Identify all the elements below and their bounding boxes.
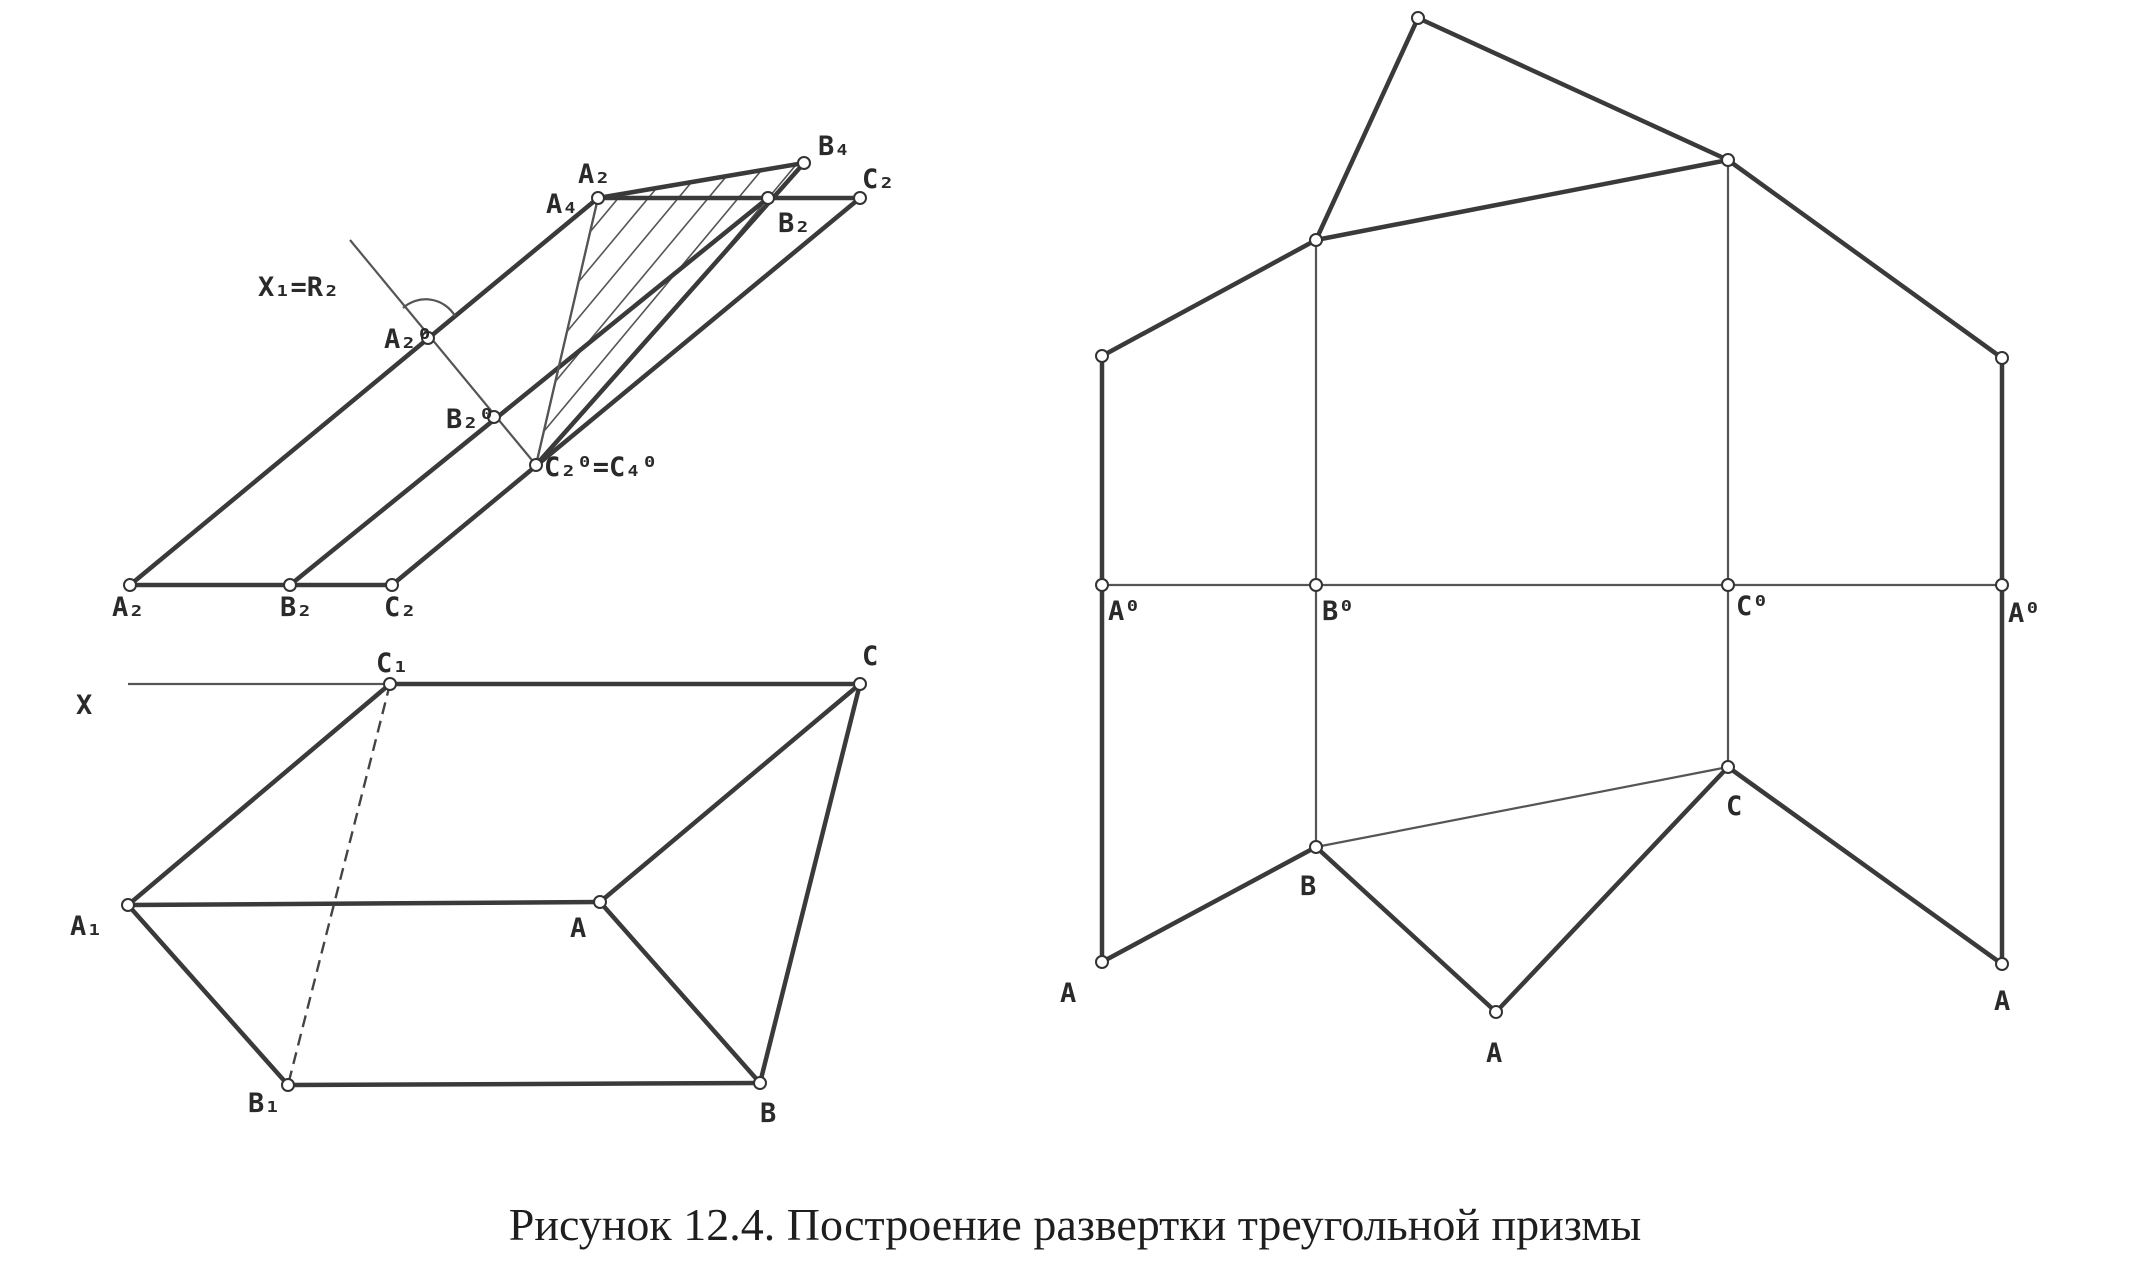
edge-b1-b: [288, 1083, 760, 1085]
dev-label-a-right: A: [1994, 986, 2011, 1017]
bottom-tri-side-1: [1316, 847, 1496, 1012]
dev-label-a0-right: A⁰: [2008, 598, 2041, 629]
label-b2-0: B₂⁰: [446, 404, 495, 435]
label-c1: C₁: [376, 648, 409, 679]
dev-vertex-a-left: [1096, 956, 1108, 968]
label-b: B: [760, 1098, 777, 1129]
dev-label-a0-left: A⁰: [1108, 596, 1141, 627]
prism-development: [1060, 12, 2041, 1069]
vertex-b2-top: [762, 192, 774, 204]
label-b2-bottom: B₂: [280, 592, 313, 623]
upper-edge-right: [1728, 160, 2002, 358]
vertex-a1: [122, 899, 134, 911]
dev-vertex-a0-right: [1996, 579, 2008, 591]
dev-vertex-b0: [1310, 579, 1322, 591]
dev-vertex-a-right: [1996, 958, 2008, 970]
dev-vertex-top-b: [1310, 234, 1322, 246]
dev-vertex-b: [1310, 841, 1322, 853]
edge-c-b: [760, 684, 860, 1083]
label-x-axis: X: [76, 690, 93, 721]
dev-vertex-top-a-left: [1096, 350, 1108, 362]
label-a2-0: A₂⁰: [384, 324, 433, 355]
label-c2-0-c4-0: C₂⁰=C₄⁰: [544, 452, 658, 483]
figure-caption: Рисунок 12.4. Построение развертки треугольной призмы: [508, 1199, 1642, 1250]
vertex-a2-bottom: [124, 579, 136, 591]
label-b4: B₄: [818, 131, 851, 162]
edge-c2: [392, 198, 860, 585]
dev-label-a-left: A: [1060, 978, 1077, 1009]
label-a2-top: A₂: [578, 159, 611, 190]
bottom-tri-side-2: [1496, 767, 1728, 1012]
edge-a1-b1: [128, 905, 288, 1085]
upper-edge-middle: [1316, 160, 1728, 240]
dev-vertex-a0-left: [1096, 579, 1108, 591]
dev-label-b: B: [1300, 871, 1317, 902]
label-a1: A₁: [70, 911, 103, 942]
label-x1-r2: X₁=R₂: [258, 272, 340, 303]
dev-vertex-top-a-right: [1996, 352, 2008, 364]
vertex-b1: [282, 1079, 294, 1091]
edge-a1-a: [128, 902, 600, 905]
dev-vertex-c0: [1722, 579, 1734, 591]
vertex-c2-bottom: [386, 579, 398, 591]
dev-vertex-c: [1722, 761, 1734, 773]
vertex-b: [754, 1077, 766, 1089]
label-b2-top: B₂: [778, 208, 811, 239]
vertex-c: [854, 678, 866, 690]
horizontal-projection: [70, 641, 878, 1129]
vertex-c2-0: [530, 459, 542, 471]
dev-vertex-top-apex: [1412, 12, 1424, 24]
vertex-c1: [384, 678, 396, 690]
vertex-a2-top: [592, 192, 604, 204]
vertex-b2-bottom: [284, 579, 296, 591]
edge-a-b: [600, 902, 760, 1083]
dev-vertex-a-middle: [1490, 1006, 1502, 1018]
label-c: C: [862, 641, 879, 672]
dev-label-b0: B⁰: [1322, 596, 1355, 627]
dev-label-c: C: [1726, 791, 1743, 822]
label-a: A: [570, 913, 587, 944]
upper-edge-left: [1102, 240, 1316, 356]
vertex-a: [594, 896, 606, 908]
label-c2-bottom: C₂: [384, 592, 417, 623]
lower-edge-left: [1102, 847, 1316, 962]
edge-a1-c1: [128, 684, 390, 905]
dev-label-c0: C⁰: [1736, 591, 1769, 622]
top-tri-side-2: [1418, 18, 1728, 160]
dev-label-a-middle: A: [1486, 1038, 1503, 1069]
vertex-b4: [798, 157, 810, 169]
hidden-edge-c1-b1: [288, 684, 390, 1085]
lower-edge-right: [1728, 767, 2002, 964]
frontal-projection: [112, 131, 895, 623]
top-tri-side-1: [1316, 18, 1418, 240]
label-a2-bottom: A₂: [112, 592, 145, 623]
label-c2-top: C₂: [862, 164, 895, 195]
label-a4: A₄: [546, 189, 579, 220]
label-b1: B₁: [248, 1088, 281, 1119]
edge-a-c: [600, 684, 860, 902]
dev-vertex-top-c: [1722, 154, 1734, 166]
